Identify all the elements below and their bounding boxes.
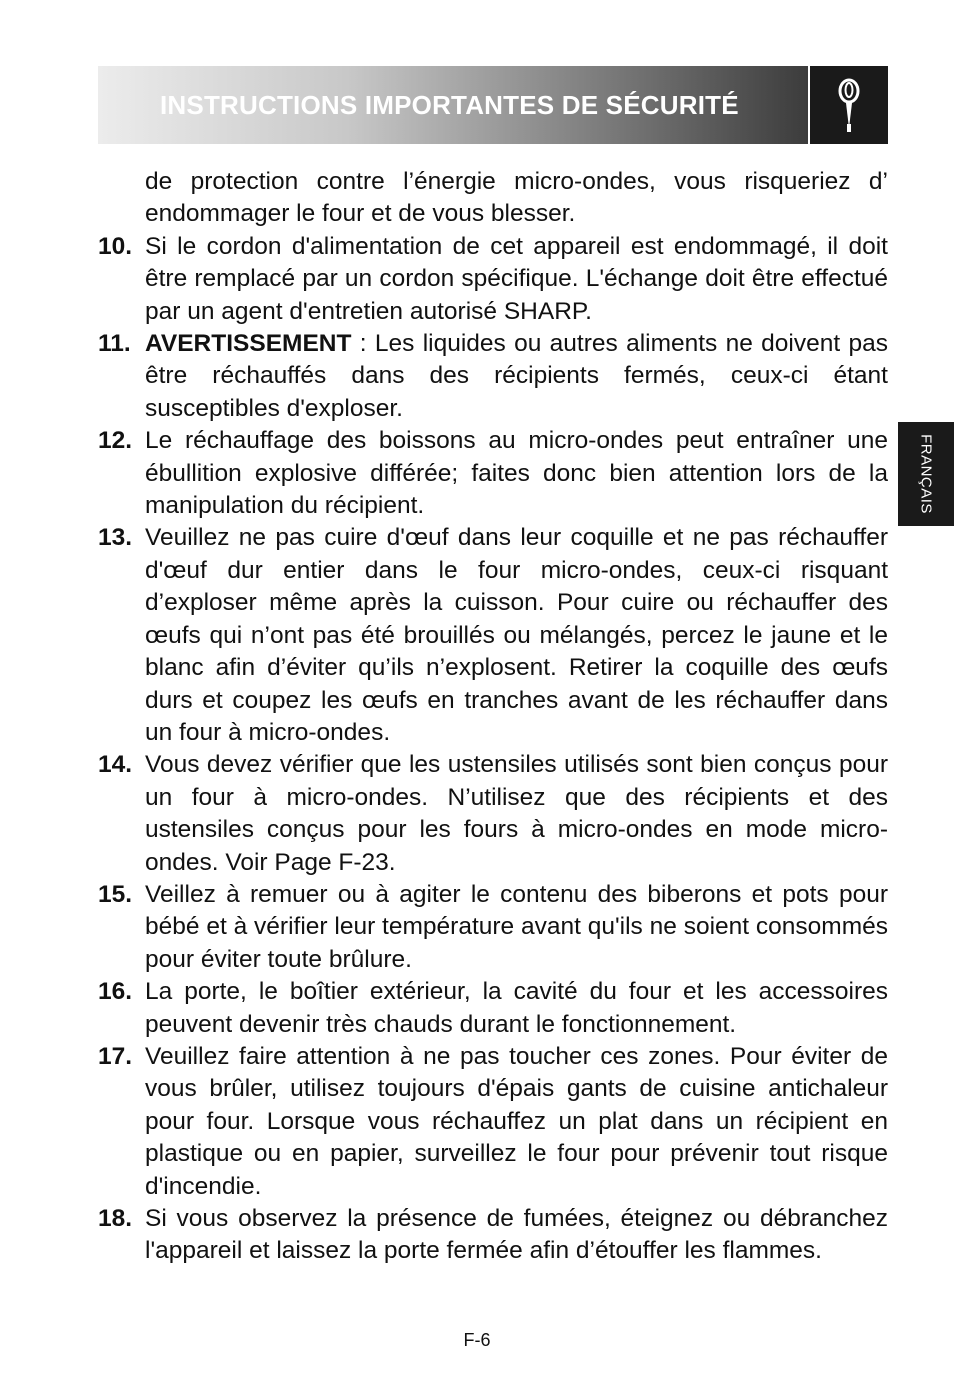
list-item (98, 879, 888, 976)
list-item (98, 749, 888, 879)
list-item-text: Veillez à remuer ou à agiter le contenu des biberons et pots pour bébé et à vérifier leur température avant qu'ils ne soient consommés pour éviter toute brûlure. (145, 880, 888, 973)
item-number: 15. (98, 880, 133, 908)
header-icon-box (810, 66, 888, 144)
language-tab (898, 422, 954, 526)
language-tab-label: FRANÇAIS (917, 434, 935, 514)
item-number: 12. (98, 427, 133, 455)
list-item (98, 1041, 888, 1203)
list-item-text: Le réchauffage des boissons au micro-ondes peut entraîner une ébullition explosive différée; faites donc bien attention lors de la manipulation du récipient. (145, 427, 888, 520)
list-item-text: La porte, le boîtier extérieur, la cavité du four et les accessoires peuvent devenir très chauds durant le fonctionnement. (145, 978, 888, 1038)
section-header (98, 66, 808, 144)
list-item (98, 976, 888, 1041)
item-number: 11. (98, 330, 131, 358)
list-item-text: de protection contre l’énergie micro-ondes, vous risqueriez d’ endommager le four et de vous blesser. (145, 168, 888, 228)
page-number: F-6 (463, 1330, 491, 1350)
list-item-text: Si vous observez la présence de fumées, éteignez ou débranchez l'appareil et laissez la porte fermée afin d’étouffer les flammes. (145, 1205, 888, 1265)
list-item (98, 231, 888, 328)
list-item (98, 425, 888, 522)
list-item-text: Veuillez faire attention à ne pas toucher ces zones. Pour éviter de vous brûler, utilisez toujours d'épais gants de cuisine antichaleur pour four. Lorsque vous réchauffez un plat dans un récipient en plastique ou en papier, surveillez le four pour prévenir tout risque d'incendie. (145, 1042, 888, 1200)
list-item-text: Veuillez ne pas cuire d'œuf dans leur coquille et ne pas réchauffer d'œuf dur entier dans le four micro-ondes, ceux-ci risquant d’exploser même après la cuisson. Pour cuire ou réchauffer des œufs qui n’ont pas été brouillés ou mélangés, percez le jaune et le blanc afin d’éviter qu’ils n’explosent. Retirer la coquille des œufs durs et coupez les œufs en tranches avant de les réchauffer dans un four à micro-ondes. (145, 524, 888, 746)
list-item-text: Si le cordon d'alimentation de cet appareil est endommagé, il doit être remplacé par un cordon spécifique. L'échange doit être effectué par un agent d'entretien autorisé SHARP. (145, 232, 888, 325)
item-number: 18. (98, 1205, 133, 1232)
list-item-continuation (98, 166, 888, 231)
list-item (98, 328, 888, 425)
page-title: INSTRUCTIONS IMPORTANTES DE SÉCURITÉ (160, 90, 739, 120)
instructions-list (98, 166, 888, 1268)
safety-warning-icon (810, 66, 888, 144)
item-number: 10. (98, 232, 133, 260)
item-number: 16. (98, 978, 133, 1006)
list-item-text: : Les liquides ou autres aliments ne doivent pas être réchauffés dans des récipients fermés, ceux-ci étant susceptibles d'exploser. (145, 330, 888, 422)
list-item (98, 522, 888, 749)
warning-label: AVERTISSEMENT (145, 330, 352, 358)
list-item (98, 1203, 888, 1268)
item-number: 17. (98, 1042, 133, 1070)
item-number: 14. (98, 751, 133, 779)
list-item-text: Vous devez vérifier que les ustensiles utilisés sont bien conçus pour un four à micro-ondes. N’utilisez que des récipients et des ustensiles conçus pour les fours à micro-ondes en mode micro-ondes. Voir Page F-23. (145, 751, 888, 876)
item-number: 13. (98, 524, 133, 552)
